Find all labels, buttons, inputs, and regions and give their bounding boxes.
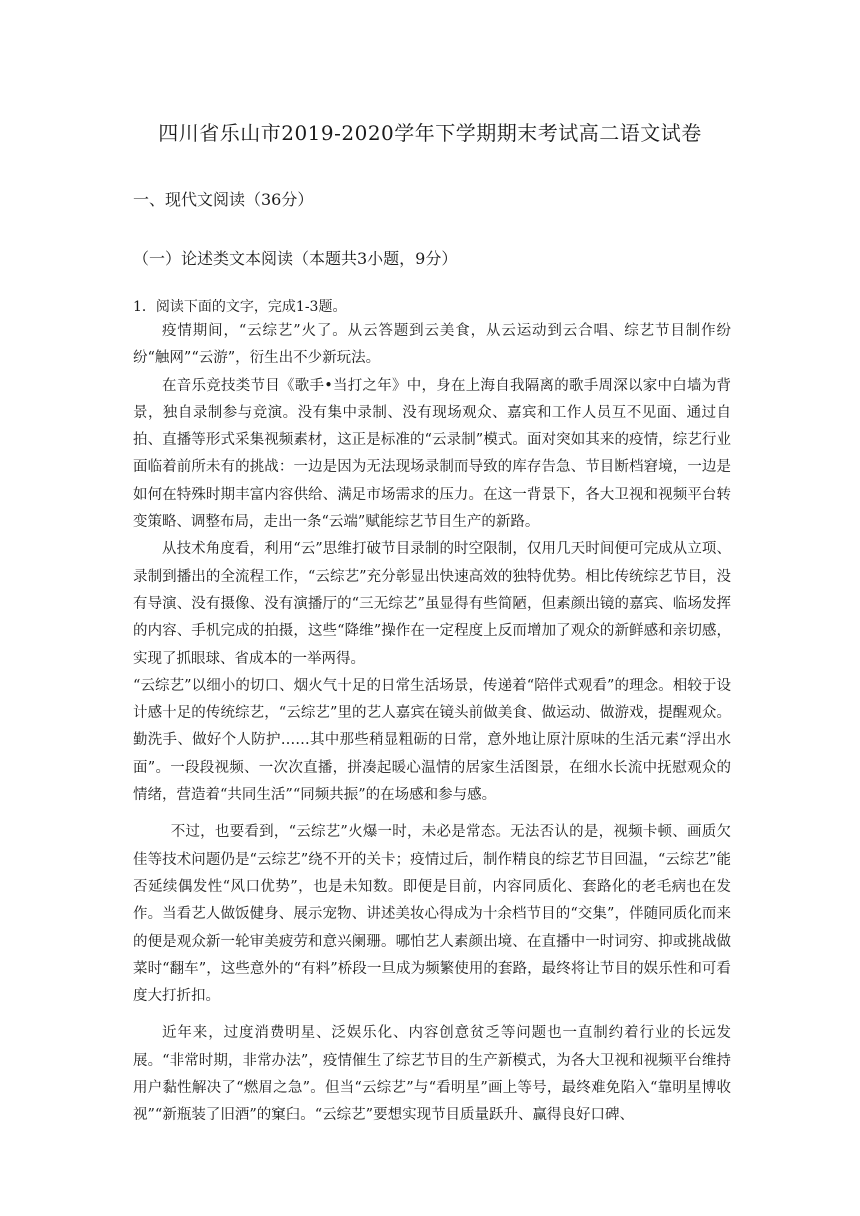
paragraph: “云综艺”以细小的切口、烟火气十足的日常生活场景，传递着“陪伴式观看”的理念。相较于设计感十足的传统综艺，“云综艺”里的艺人嘉宾在镜头前做美食、做运动、做游戏，提醒观众。勤洗手、做好个人防护……其中那些稍显粗砺的日常，意外地让原汁原味的生活元素“浮出水面”。一段段视频、一次次直播，拼凑起暖心温情的居家生活图景，在细水长流中抚慰观众的情绪，营造着“共同生活”“同频共振”的在场感和参与感。	[133, 677, 731, 804]
sub-heading: （一）论述类文本阅读（本题共3小题，9分）	[133, 249, 458, 268]
question-intro: 1．阅读下面的文字，完成1-3题。	[133, 299, 347, 315]
paragraph: 近年来，过度消费明星、泛娱乐化、内容创意贫乏等问题也一直制约着行业的长远发展。“非常时期，非常办法”，疫情催生了综艺节目的生产新模式，为各大卫视和视频平台维持用户黏性解决了“燃眉之急”。但当“云综艺”与“看明星”画上等号，最终难免陷入“靠明星博收视”“新瓶装了旧酒”的窠臼。“云综艺”要想实现节目质量跃升、赢得良好口碑、	[133, 1025, 731, 1124]
reading-passage	[133, 318, 731, 1130]
page-title: 四川省乐山市2019-2020学年下学期期末考试高二语文试卷	[158, 121, 702, 145]
paragraph: 不过，也要看到，“云综艺”火爆一时，未必是常态。无法否认的是，视频卡顿、画质欠佳等技术问题仍是“云综艺”绕不开的关卡；疫情过后，制作精良的综艺节目回温，“云综艺”能否延续偶发性“风口优势”，也是未知数。即便是目前，内容同质化、套路化的老毛病也在发作。当看艺人做饭健身、展示宠物、讲述美妆心得成为十余档节目的“交集”，伴随同质化而来的便是观众新一轮审美疲劳和意兴阑珊。哪怕艺人素颜出境、在直播中一时词穷、抑或挑战做菜时“翻车”，这些意外的“有料”桥段一旦成为频繁使用的套路，最终将让节目的娱乐性和可看度大打折扣。	[133, 824, 731, 1005]
paragraph: 疫情期间，“云综艺”火了。从云答题到云美食，从云运动到云合唱、综艺节目制作纷纷“触网”“云游”，衍生出不少新玩法。	[133, 323, 731, 367]
paragraph: 从技术角度看，利用“云”思维打破节目录制的时空限制，仅用几天时间便可完成从立项、录制到播出的全流程工作，“云综艺”充分彰显出快速高效的独特优势。相比传统综艺节目，没有导演、没有摄像、没有演播厅的“三无综艺”虽显得有些简陋，但素颜出镜的嘉宾、临场发挥的内容、手机完成的拍摄，这些“降维”操作在一定程度上反而增加了观众的新鲜感和亲切感，实现了抓眼球、省成本的一举两得。	[133, 541, 731, 667]
section-heading: 一、现代文阅读（36分）	[133, 190, 314, 209]
paragraph: 在音乐竞技类节目《歌手•当打之年》中，身在上海自我隔离的歌手周深以家中白墙为背景，独自录制参与竞演。没有集中录制、没有现场观众、嘉宾和工作人员互不见面、通过自拍、直播等形式采集视频素材，这正是标准的“云录制”模式。面对突如其来的疫情，综艺行业面临着前所未有的挑战：一边是因为无法现场录制而导致的库存告急、节目断档窘境，一边是如何在特殊时期丰富内容供给、满足市场需求的压力。在这一背景下，各大卫视和视频平台转变策略、调整布局，走出一条“云端”赋能综艺节目生产的新路。	[133, 377, 731, 531]
